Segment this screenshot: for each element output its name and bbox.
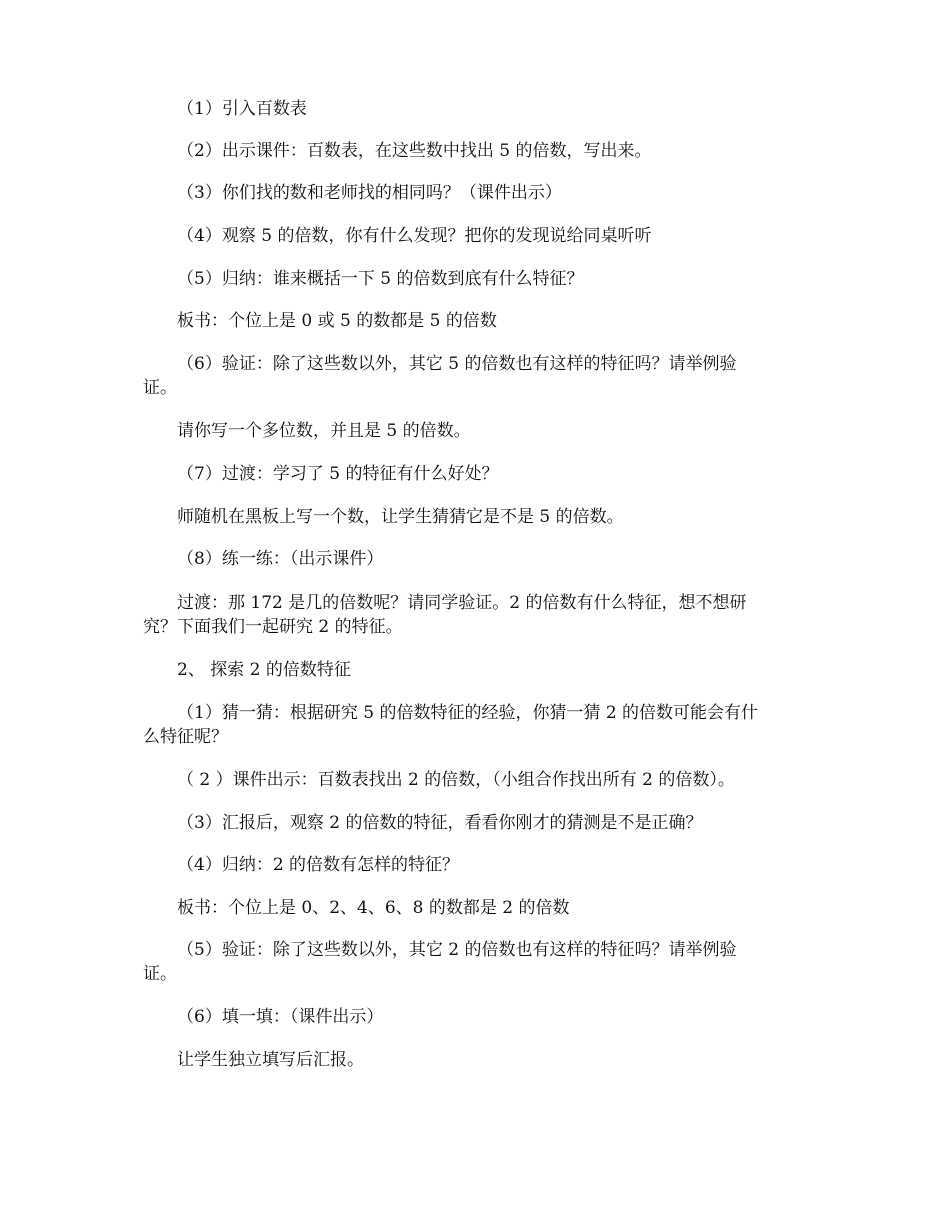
text-line: （6）填一填：（课件出示） (177, 1007, 384, 1027)
text-line: （8）练一练：（出示课件） (177, 549, 384, 569)
text-line: （6）验证：除了这些数以外，其它 5 的倍数也有这样的特征吗？请举例验 (177, 354, 737, 374)
text-line: （4）归纳：2 的倍数有怎样的特征？ (177, 855, 460, 875)
text-line: （ 2 ）课件出示：百数表找出 2 的倍数，（小组合作找出所有 2 的倍数）。 (177, 770, 735, 790)
text-line: 究？下面我们一起研究 2 的特征。 (143, 617, 403, 637)
text-line: 过渡：那 172 是几的倍数呢？请同学验证。2 的倍数有什么特征，想不想研 (177, 593, 747, 613)
text-line: （1）引入百数表 (177, 99, 307, 119)
text-line: （3）汇报后，观察 2 的倍数的特征，看看你刚才的猜测是不是正确？ (177, 813, 703, 833)
text-line: 板书：个位上是 0、2、4、6、8 的数都是 2 的倍数 (177, 898, 570, 918)
text-line: （5）归纳：谁来概括一下 5 的倍数到底有什么特征？ (177, 269, 584, 289)
text-line: 请你写一个多位数，并且是 5 的倍数。 (177, 421, 471, 441)
text-line: 么特征呢？ (143, 727, 228, 747)
text-line: （7）过渡：学习了 5 的特征有什么好处？ (177, 464, 499, 484)
text-line: 2、 探索 2 的倍数特征 (177, 660, 351, 680)
text-line: （5）验证：除了这些数以外，其它 2 的倍数也有这样的特征吗？请举例验 (177, 940, 737, 960)
text-line: （3）你们找的数和老师找的相同吗？（课件出示） (177, 183, 562, 203)
text-line: 证。 (143, 378, 177, 398)
text-line: 师随机在黑板上写一个数，让学生猜猜它是不是 5 的倍数。 (177, 507, 624, 527)
text-line: 证。 (143, 964, 177, 984)
text-line: （1）猜一猜：根据研究 5 的倍数特征的经验，你猜一猜 2 的倍数可能会有什 (177, 703, 759, 723)
text-line: 让学生独立填写后汇报。 (177, 1050, 364, 1070)
text-line: （4）观察 5 的倍数，你有什么发现？把你的发现说给同桌听听 (177, 226, 652, 246)
text-line: （2）出示课件：百数表，在这些数中找出 5 的倍数，写出来。 (177, 141, 652, 161)
text-line: 板书：个位上是 0 或 5 的数都是 5 的倍数 (177, 311, 497, 331)
